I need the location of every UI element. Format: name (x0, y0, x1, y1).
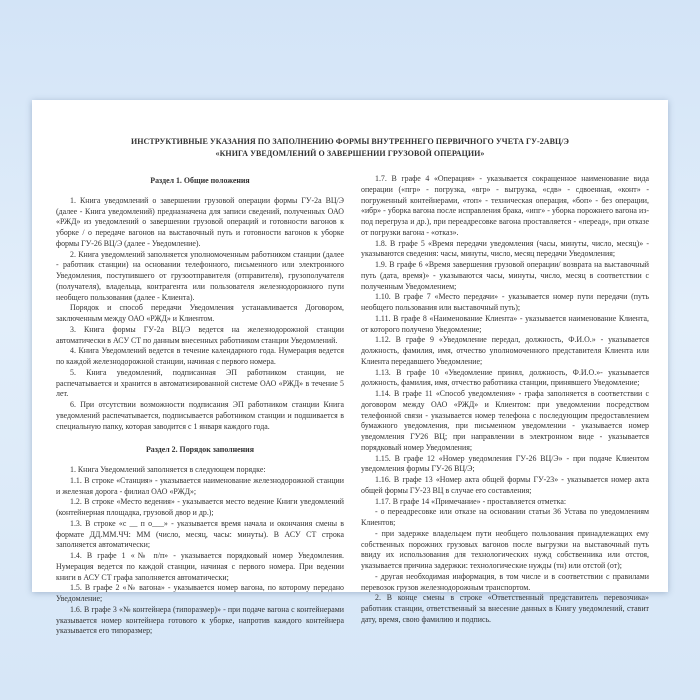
paragraph: 1.13. В графе 10 «Уведомление принял, должность, Ф.И.О.»- указывается должность, фамилия, имя, отчество работника станции, принявшего Уведомление; (361, 367, 649, 388)
section-1-heading: Раздел 1. Общие положения (150, 176, 250, 185)
paragraph: 1. Книга Уведомлений заполняется в следующем порядке: (70, 465, 266, 474)
paragraph: 1.11. В графе 8 «Наименование Клиента» - указывается наименование Клиента, от которого получено Уведомление; (361, 313, 649, 334)
right-column (361, 174, 649, 626)
paragraph: 1.17. В графе 14 «Примечание» - проставляется отметка: (375, 496, 567, 506)
paragraph: 1.10. В графе 7 «Место передачи» - указывается номер пути передачи (путь необщего пользования или выставочный путь); (361, 292, 649, 312)
paragraph: 2. Книга уведомлений заполняется уполномоченным работником станции (далее - работник станции) на основании телефонного, письменного или электронного Уведомления, поступившего от грузоотправителя (отправителя), грузополучателя (получателя), владельца, контрагента или пользователя железнодорожного пути необщего пользования (далее - Клиента). (56, 249, 344, 302)
paragraph: 1.4. В графе 1 «№ п/п» - указывается порядковый номер Уведомления. Нумерация ведется по каждой станции, начиная с первого номера. При ведении книги в АСУ СТ графа заполняется автоматически; (56, 551, 344, 582)
document-title (32, 136, 668, 160)
paragraph: - при задержке владельцем пути необщего пользования принадлежащих ему собственных порожних грузовых вагонов после выгрузки на выставочный путь ввиду их использования для технологических нужд собственника или отстоя, указывается причина задержки: технологические нужды (тн) или отстой (от); (361, 528, 649, 570)
paragraph: 3. Книга формы ГУ-2а ВЦ/Э ведется на железнодорожной станции автоматически в АСУ СТ по данным внесенных работником станции Уведомлений. (56, 324, 344, 345)
section-1-body (56, 196, 344, 433)
paragraph: 1. Книга уведомлений о завершении грузовой операции формы ГУ-2а ВЦ/Э (далее - Книга уведомлений) предназначена для записи сведений, полученных ОАО «РЖД» из уведомлений о завершении грузовой операций и готовности вагонов к уборке / о передаче вагонов на выставочный путь и готовности вагонов к уборке формы ГУ-26 ВЦ/Э (далее - Уведомление). (56, 195, 344, 248)
title-line-1: ИНСТРУКТИВНЫЕ УКАЗАНИЯ ПО ЗАПОЛНЕНИЮ ФОРМЫ ВНУТРЕННЕГО ПЕРВИЧНОГО УЧЕТА ГУ-2АВЦ/Э (130, 137, 570, 146)
paragraph: 1.1. В строке «Станция» - указывается наименование железнодорожной станции и железная дорога - филиал ОАО «РЖД»; (56, 475, 344, 496)
document-page (32, 100, 668, 636)
section-2-heading: Раздел 2. Порядок заполнения (145, 445, 254, 455)
title-line-2: «КНИГА УВЕДОМЛЕНИЙ О ЗАВЕРШЕНИИ ГРУЗОВОЙ ОПЕРАЦИИ» (215, 149, 485, 158)
paragraph: 5. Книга уведомлений, подписанная ЭП работником станции, не распечатывается и хранится в автоматизированной системе ОАО «РЖД» в течение 5 лет. (56, 367, 344, 399)
paragraph: - другая необходимая информация, в том числе и в соответствии с правилами перевозок грузов железнодорожным транспортом. (361, 571, 649, 592)
paragraph: 1.5. В графе 2 «№ вагона» - указывается номер вагона, по которому передано Уведомление; (56, 583, 344, 603)
paragraph: 1.15. В графе 12 «Номер уведомления ГУ-26 ВЦ/Э» - при подаче Клиентом уведомления формы ГУ-26 ВЦ/Э; (361, 453, 649, 474)
paragraph: 1.16. В графе 13 «Номер акта общей формы ГУ-23» - указывается номер акта общей формы ГУ-23 ВЦ в случае его составления; (361, 475, 649, 495)
paragraph: 6. При отсутствии возможности подписания ЭП работником станции Книга уведомлений распечатывается, подписывается работником станции и подшивается в специальную папку, которая заводится с 1 января каждого года. (56, 400, 344, 431)
paragraph: 1.3. В строке «с __ п о___» - указывается время начала и окончания смены в формате ДД.ММ.ЧЧ: ММ (число, месяц, часы: минуты). В АСУ СТ строка заполняется автоматически; (56, 518, 344, 550)
paragraph: 1.12. В графе 9 «Уведомление передал, должность, Ф.И.О.» - указывается должность, фамилия, имя, отчество уполномоченного представителя Клиента или Клиента передавшего Уведомление; (361, 335, 649, 366)
paragraph: 1.6. В графе 3 «№ контейнера (типоразмер)» - при подаче вагона с контейнерами указывается номер контейнера готового к уборке, напротив каждого контейнера указывается его типоразмер; (56, 604, 344, 636)
paragraph: 4. Книга Уведомлений ведется в течение календарного года. Нумерация ведется по каждой железнодорожной станции, начиная с первого номера. (56, 346, 344, 366)
paragraph: 1.8. В графе 5 «Время передачи уведомления (часы, минуты, число, месяц)» - указываются сведения: часы, минуты, число, месяц передачи Уведомления; (361, 238, 649, 259)
paragraph: 1.9. В графе 6 «Время завершения грузовой операции/ возврата на выставочный путь (дата, время)» - указываются часы, минуты, число, месяц в соответствии с полученным Уведомлением; (361, 260, 649, 291)
section-2-body-right (361, 174, 649, 626)
paragraph: Порядок и способ передачи Уведомления устанавливается Договором, заключенным между ОАО «РЖД» и Клиентом. (56, 303, 344, 323)
paragraph: 1.2. В строке «Место ведения» - указывается место ведение Книги уведомлений (контейнерная площадка, грузовой двор и др.); (56, 497, 344, 517)
paragraph: 1.7. В графе 4 «Операция» - указывается сокращенное наименование вида операции («пгр» - погрузка, «вгр» - выгрузка, «сдв» - сдвоенная, «конт» - погруженный контейнерами, «топ» - техническая операция, «боп» - без операции, «ибр» - уборка вагона после исправления брака, «ипг» - уборка порожнего вагона из-под перегруза и др.), при переадресовке вагона проставляется - «переад», при отказе от погрузки вагона - «отказ». (361, 174, 649, 237)
left-column (56, 174, 344, 637)
section-2-body-left (56, 465, 344, 637)
paragraph: 1.14. В графе 11 «Способ уведомления» - графа заполняется в соответствии с договором между ОАО «РЖД» и Клиентом: при уведомлении посредством телефонной связи - указывается номер телефона с последующим предоставлением бумажного уведомления, при письменном уведомлении - указывается номер уведомления ГУ26 ВЦ; при направлении в электронном виде - указывается порядковый номер Уведомления; (361, 389, 649, 452)
paragraph: - о переадресовке или отказе на основании статьи 36 Устава по уведомлениям Клиентов; (361, 507, 649, 527)
paragraph: 2. В конце смены в строке «Ответственный представитель перевозчика» работник станции, ответственный за внесение данных в Книгу уведомлений, ставит дату, время, свою фамилию и подпись. (361, 593, 649, 624)
